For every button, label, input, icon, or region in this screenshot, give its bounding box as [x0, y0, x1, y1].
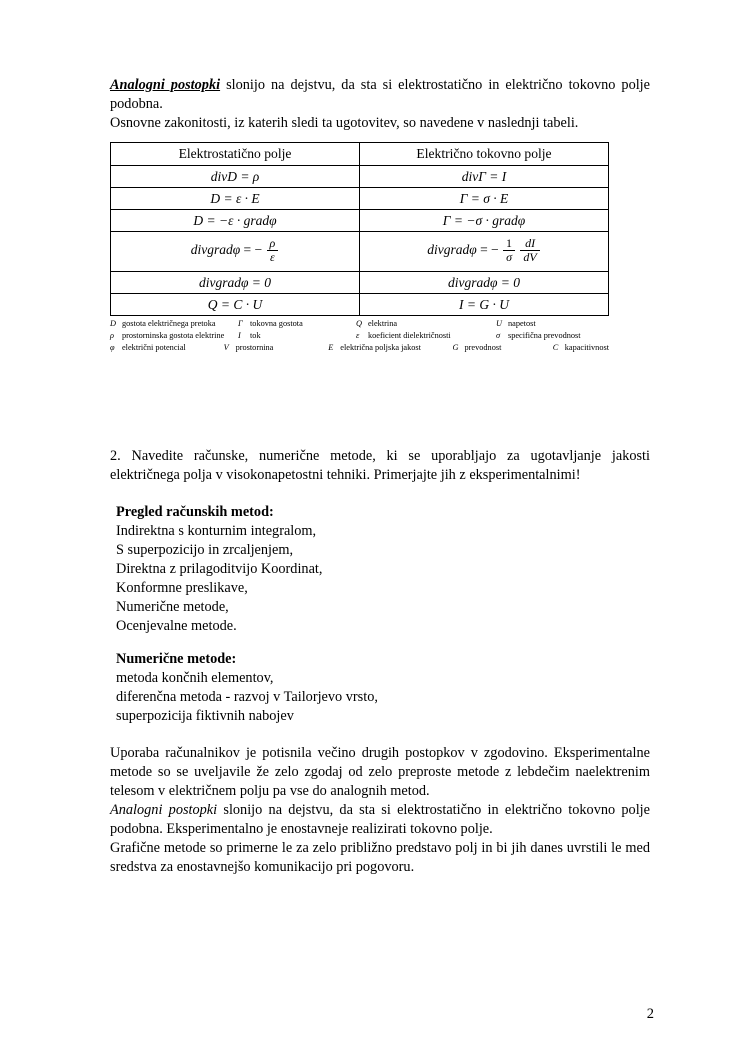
table-header-row [111, 143, 609, 166]
closing-block [110, 744, 650, 877]
list-item: metoda končnih elementov, [116, 670, 274, 687]
cell-right-3: Γ = −σ · gradφ [360, 210, 609, 232]
cell-right-4: divgradφ = − $\frac{1}{\sigma}$ $\frac{dI}{dV}$ [360, 232, 609, 272]
symbol-legend [110, 318, 609, 354]
list-item: Ocenjevalne metode. [116, 618, 237, 635]
list-item: superpozicija fiktivnih nabojev [116, 708, 294, 725]
page-content [110, 76, 650, 877]
legend-item: σ specifična prevodnost [496, 331, 581, 341]
closing-paragraph-3: Grafične metode so primerne le za zelo približno predstavo polj in bi jih danes uvrstili le med sredstva za enostavnejšo komunikacijo pri pogovoru. [110, 840, 650, 876]
legend-row [110, 342, 609, 354]
legend-item: D gostota električnega pretoka [110, 319, 216, 328]
cell-right-5: divgradφ = 0 [360, 272, 609, 294]
question-2-block [110, 447, 650, 485]
fraction-rho-eps: $\frac{\rho}{\varepsilon}$ [267, 237, 279, 263]
list-item: Direktna z prilagoditvijo Koordinat, [116, 561, 323, 578]
legend-item: E električna poljska jakost [328, 343, 421, 353]
legend-row [110, 330, 609, 342]
legend-item: φ električni potencial [110, 343, 186, 353]
table-row [111, 166, 609, 188]
cell-left-4: divgradφ = − $\frac{\rho}{\varepsilon}$ [111, 232, 360, 272]
cell-right-6: I = G · U [360, 294, 609, 316]
page-number: 2 [646, 1006, 654, 1022]
cell-left-5: divgradφ = 0 [111, 272, 360, 294]
section-numeric-methods [116, 650, 650, 726]
legend-item: C kapacitivnost [552, 343, 610, 353]
list-item: Numerične metode, [116, 599, 229, 616]
cell-left-3: D = −ε · gradφ [111, 210, 360, 232]
intro-emphasis: Analogni postopki [110, 77, 221, 93]
cell-left-1: divD = ρ [111, 166, 360, 188]
list-item: S superpozicijo in zrcaljenjem, [116, 542, 294, 559]
section-1-title: Pregled računskih metod: [116, 504, 274, 521]
legend-item: Q elektrina [356, 319, 398, 328]
closing-paragraph-1: Uporaba računalnikov je potisnila večino drugih postopkov v zgodovino. Eksperimentalne metode so se uveljavile že zelo zgodaj od zelo preproste metode z lebdečim naelektrenim telesom v električnem polju pa vse do analognih metod. [110, 745, 650, 800]
question-2-text: 2. Navedite računske, numerične metode, ki se uporabljajo za ugotavljanje jakosti električnega polja v visokonapetostni tehniki. Primerjajte jih z eksperimentalnimi! [110, 448, 650, 484]
cell-left-2: D = ε · E [111, 188, 360, 210]
legend-item: I tok [238, 331, 261, 341]
table-header-right: Električno tokovno polje [360, 143, 609, 166]
intro-rest: slonijo na dejstvu, da sta si elektrostatično in električno tokovno polje podobna. [110, 77, 651, 112]
legend-item: G prevodnost [452, 343, 502, 353]
analogy-table [110, 142, 609, 316]
list-item: Konformne preslikave, [116, 580, 248, 597]
intro-paragraph [110, 76, 650, 114]
section-2-title: Numerične metode: [116, 651, 237, 668]
analogy-table-wrap [110, 142, 609, 316]
cell-right-1: divΓ = I [360, 166, 609, 188]
closing-emphasis: Analogni postopki [110, 802, 218, 819]
intro-line-2: Osnovne zakonitosti, iz katerih sledi ta ugotovitev, so navedene v naslednji tabeli. [110, 115, 579, 131]
cell-right-2: Γ = σ · E [360, 188, 609, 210]
legend-row [110, 318, 609, 330]
table-row [111, 210, 609, 232]
legend-item: V prostornina [223, 343, 274, 353]
table-row [111, 232, 609, 272]
table-row [111, 294, 609, 316]
list-item: Indirektna s konturnim integralom, [116, 523, 317, 540]
table-header-left: Elektrostatično polje [111, 143, 360, 166]
legend-item: ε koeficient dielektričnosti [356, 331, 451, 341]
closing-paragraph-2 [110, 801, 650, 839]
legend-item: ρ prostorninska gostota elektrine [110, 331, 225, 341]
closing-p2-rest: slonijo na dejstvu, da sta si elektrostatično in električno tokovno polje podobna. Eksperimentalno je enostavneje realizirati tokovno polje. [110, 802, 650, 838]
legend-item: Γ tokovna gostota [238, 319, 303, 328]
section-methods-overview [116, 503, 650, 636]
fraction-one-sigma: $\frac{1}{\sigma}$ [503, 237, 515, 263]
table-row [111, 272, 609, 294]
legend-item: U napetost [496, 319, 536, 328]
list-item: diferenčna metoda - razvoj v Tailorjevo vrsto, [116, 689, 378, 706]
fraction-di-dv: $\frac{dI}{dV}$ [520, 237, 539, 263]
cell-left-6: Q = C · U [111, 294, 360, 316]
table-row [111, 188, 609, 210]
